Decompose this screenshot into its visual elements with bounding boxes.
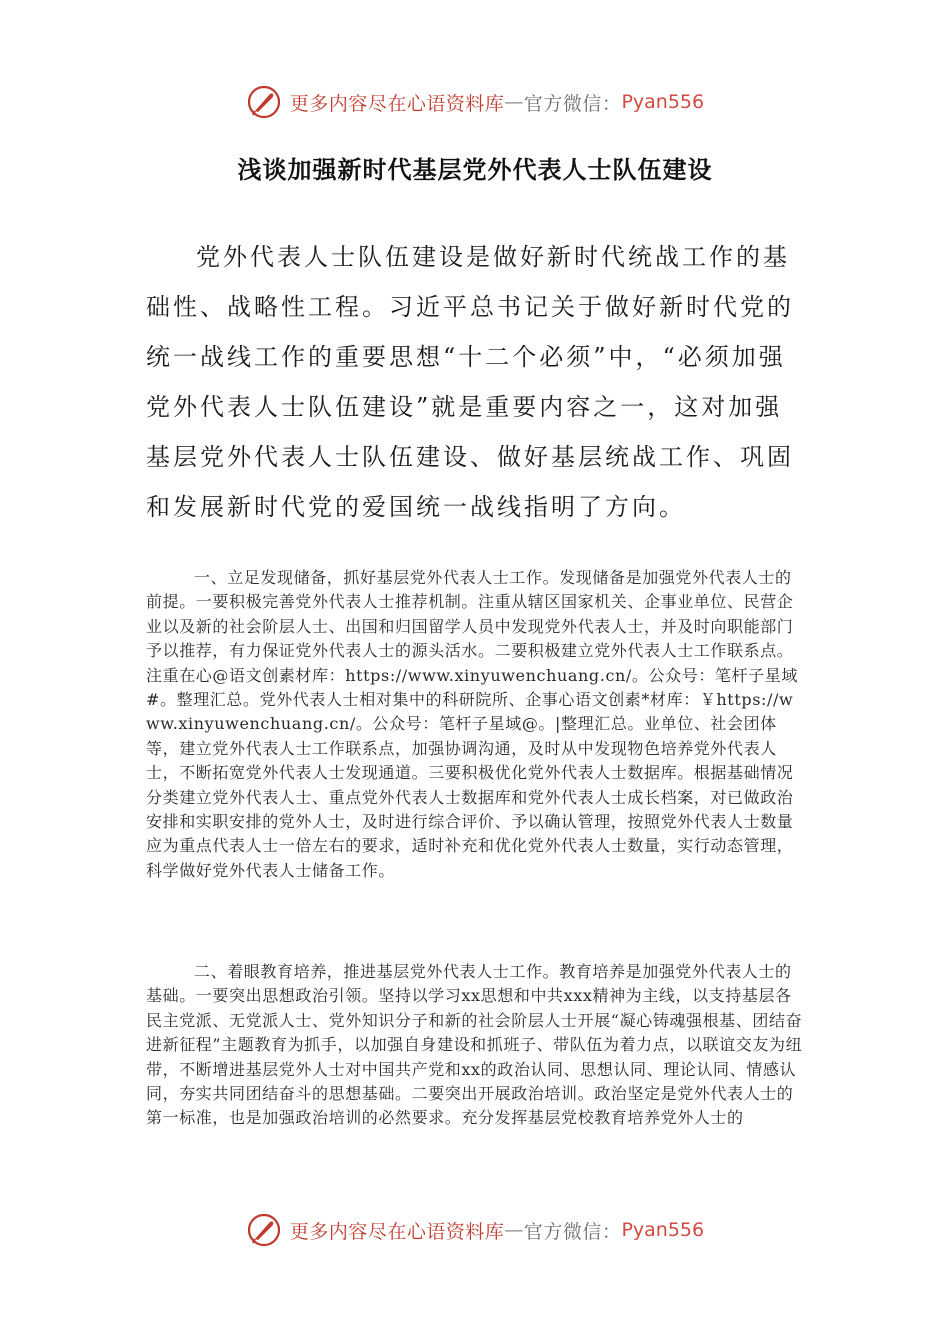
banner-separator: — — [504, 1219, 524, 1241]
banner-separator: — — [504, 91, 524, 113]
banner-wechat-label: 官方微信： — [523, 92, 622, 115]
footer-banner — [0, 1208, 950, 1252]
banner-wechat-label: 官方微信： — [523, 1220, 622, 1243]
quill-logo-icon — [246, 1212, 282, 1248]
document-title: 浅谈加强新时代基层党外代表人士队伍建设 — [237, 155, 713, 184]
banner-tagline: 更多内容尽在心语资料库 — [289, 1220, 505, 1243]
banner-tagline: 更多内容尽在心语资料库 — [289, 92, 505, 115]
banner-wechat-id: Pyan556 — [621, 91, 705, 113]
lead-paragraph: 党外代表人士队伍建设是做好新时代统战工作的基础性、战略性工程。习近平总书记关于做好新时代党的统一战线工作的重要思想“十二个必须”中，“必须加强党外代表人士队伍建设”就是重要内容之一，这对加强基层党外代表人士队伍建设、做好基层统战工作、巩固和发展新时代党的爱国统一战线指明了方向。 — [146, 243, 794, 521]
body-paragraph-2: 二、着眼教育培养，推进基层党外代表人士工作。教育培养是加强党外代表人士的基础。一要突出思想政治引领。坚持以学习xx思想和中共xxx精神为主线，以支持基层各民主党派、无党派人士、党外知识分子和新的社会阶层人士开展“凝心铸魂强根基、团结奋进新征程”主题教育为抓手，以加强自身建设和抓班子、带队伍为着力点，以联谊交友为纽带，不断增进基层党外人士对中国共产党和xx的政治认同、思想认同、理论认同、情感认同，夯实共同团结奋斗的思想基础。二要突出开展政治培训。政治坚定是党外代表人士的第一标准，也是加强政治培训的必然要求。充分发挥基层党校教育培养党外人士的 — [146, 962, 803, 1128]
header-banner — [0, 80, 950, 124]
body-paragraph-1: 一、立足发现储备，抓好基层党外代表人士工作。发现储备是加强党外代表人士的前提。一要积极完善党外代表人士推荐机制。注重从辖区国家机关、企事业单位、民营企业以及新的社会阶层人士、出国和归国留学人员中发现党外代表人士，并及时向职能部门予以推荐，有力保证党外代表人士的源头活水。二要积极建立党外代表人士工作联系点。注重在心@语文创素材库：https://www.xinyuwenchuang.cn/。公众号：笔杆子星域#。整理汇总。党外代表人士相对集中的科研院所、企事心语文创素*材库：￥https://www.xinyuwenchuang.cn/。公众号：笔杆子星域@。|整理汇总。业单位、社会团体等，建立党外代表人士工作联系点，加强协调沟通，及时从中发现物色培养党外代表人士，不断拓宽党外代表人士发现通道。三要积极优化党外代表人士数据库。根据基础情况分类建立党外代表人士、重点党外代表人士数据库和党外代表人士成长档案，对已做政治安排和实职安排的党外人士，及时进行综合评价、予以确认管理，按照党外代表人士数量应为重点代表人士一倍左右的要求，适时补充和优化党外代表人士数量，实行动态管理，科学做好党外代表人士储备工作。 — [146, 568, 798, 880]
quill-logo-icon — [246, 84, 282, 120]
banner-wechat-id: Pyan556 — [621, 1219, 705, 1241]
